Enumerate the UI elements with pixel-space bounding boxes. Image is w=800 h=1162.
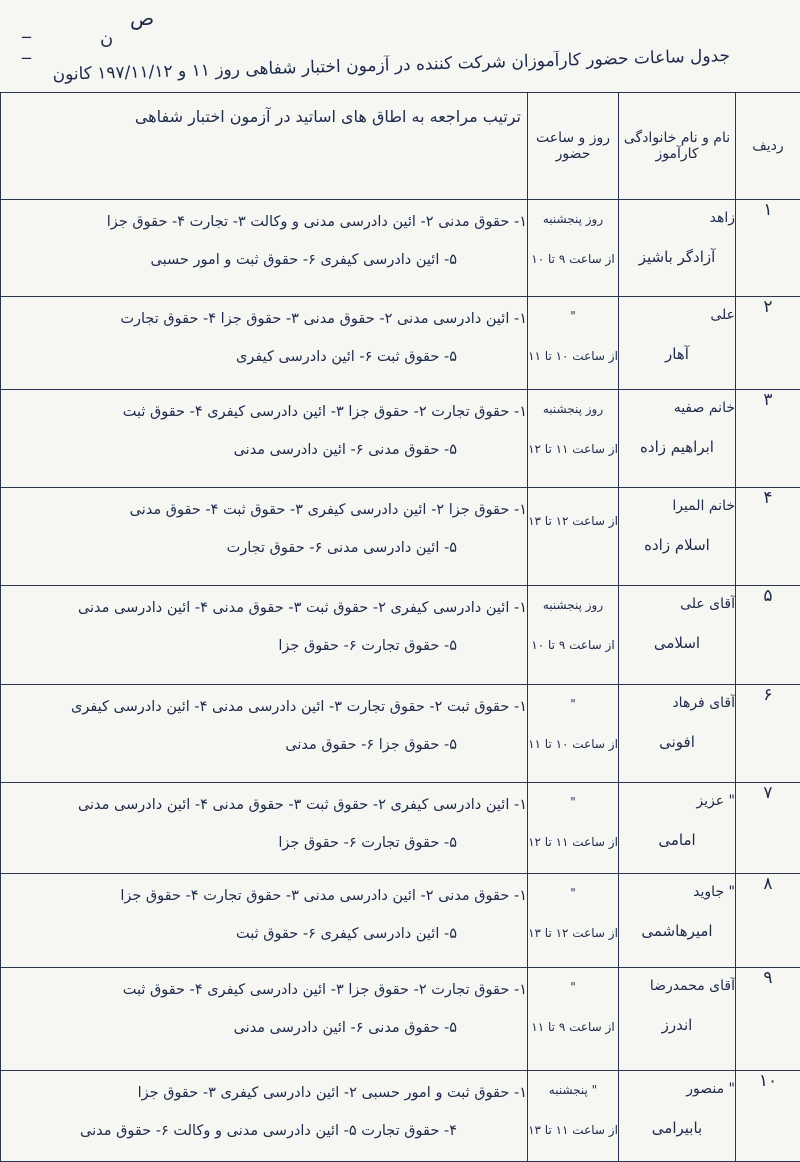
trainee-last-name: آزادگر باشیز bbox=[619, 248, 735, 266]
attendance-time bbox=[528, 783, 619, 874]
attendance-hours: از ساعت ۹ تا ۱۰ bbox=[528, 252, 618, 266]
table-row bbox=[1, 968, 800, 1071]
attendance-time bbox=[528, 685, 619, 783]
course-order-line1: ۱- حقوق مدنی ۲- آئین دادرسی مدنی و وکالت ۳- تجارت ۴- حقوق جزا bbox=[1, 214, 527, 230]
trainee-last-name: اندرز bbox=[619, 1016, 735, 1034]
course-order-line1: ۱- آئین دادرسی کیفری ۲- حقوق ثبت ۳- حقوق مدنی ۴- آئین دادرسی مدنی bbox=[1, 797, 527, 813]
course-order-line2: ۵- حقوق مدنی ۶- آئین دادرسی مدنی bbox=[1, 442, 527, 458]
trainee-first-name: علی bbox=[619, 307, 735, 323]
attendance-hours: از ساعت ۱۲ تا ۱۳ bbox=[528, 514, 618, 528]
attendance-time bbox=[528, 1071, 619, 1162]
course-order-line2: ۵- حقوق تجارت ۶- حقوق جزا bbox=[1, 638, 527, 654]
attendance-day: " bbox=[528, 795, 618, 809]
course-order bbox=[1, 200, 528, 297]
course-order bbox=[1, 1071, 528, 1162]
attendance-day: روز پنجشنبه bbox=[528, 402, 618, 416]
course-order-line2: ۵- حقوق ثبت ۶- آئین دادرسی کیفری bbox=[1, 349, 527, 365]
course-order bbox=[1, 586, 528, 685]
attendance-day: " bbox=[528, 886, 618, 900]
course-order-line1: ۱- حقوق تجارت ۲- حقوق جزا ۳- آئین دادرسی کیفری ۴- حقوق ثبت bbox=[1, 982, 527, 998]
row-number: ۱۰ bbox=[736, 1071, 800, 1162]
attendance-time bbox=[528, 968, 619, 1071]
row-number: ۴ bbox=[736, 488, 800, 586]
table-row bbox=[1, 200, 800, 297]
course-order-line1: ۱- آئین دادرسی مدنی ۲- حقوق مدنی ۳- حقوق جزا ۴- حقوق تجارت bbox=[1, 311, 527, 327]
attendance-hours: از ساعت ۱۰ تا ۱۱ bbox=[528, 737, 618, 751]
attendance-time bbox=[528, 488, 619, 586]
course-order-line1: ۱- حقوق ثبت و امور حسبی ۲- آئین دادرسی کیفری ۳- حقوق جزا bbox=[1, 1085, 527, 1101]
trainee-name bbox=[619, 783, 736, 874]
trainee-name bbox=[619, 586, 736, 685]
header-row-number: ردیف bbox=[736, 93, 800, 200]
attendance-hours: از ساعت ۹ تا ۱۱ bbox=[528, 1020, 618, 1034]
row-number: ۸ bbox=[736, 874, 800, 968]
trainee-first-name: خانم المیرا bbox=[619, 498, 735, 514]
table-row bbox=[1, 297, 800, 390]
trainee-last-name: اسلام زاده bbox=[619, 536, 735, 554]
attendance-day: روز پنجشنبه bbox=[528, 212, 618, 226]
trainee-last-name: امیرهاشمی bbox=[619, 922, 735, 940]
attendance-day: " bbox=[528, 697, 618, 711]
trainee-name bbox=[619, 685, 736, 783]
header-name: نام و نام خانوادگی کارآموز bbox=[619, 93, 736, 200]
course-order-line1: ۱- حقوق جزا ۲- آئین دادرسی کیفری ۳- حقوق ثبت ۴- حقوق مدنی bbox=[1, 502, 527, 518]
row-number: ۹ bbox=[736, 968, 800, 1071]
row-number: ۲ bbox=[736, 297, 800, 390]
attendance-hours: از ساعت ۹ تا ۱۰ bbox=[528, 638, 618, 652]
course-order-line1: ۱- آئین دادرسی کیفری ۲- حقوق ثبت ۳- حقوق مدنی ۴- آئین دادرسی مدنی bbox=[1, 600, 527, 616]
course-order-line2: ۴- حقوق تجارت ۵- آئین دادرسی مدنی و وکالت ۶- حقوق مدنی bbox=[1, 1123, 527, 1139]
trainee-name bbox=[619, 390, 736, 488]
attendance-hours: از ساعت ۱۰ تا ۱۱ bbox=[528, 349, 618, 363]
attendance-time bbox=[528, 297, 619, 390]
course-order bbox=[1, 390, 528, 488]
table-row bbox=[1, 488, 800, 586]
course-order bbox=[1, 488, 528, 586]
course-order bbox=[1, 685, 528, 783]
attendance-hours: از ساعت ۱۱ تا ۱۲ bbox=[528, 442, 618, 456]
attendance-hours: از ساعت ۱۱ تا ۱۳ bbox=[528, 1123, 618, 1137]
trainee-first-name: " جاوید bbox=[619, 884, 735, 900]
course-order-line1: ۱- حقوق ثبت ۲- حقوق تجارت ۳- آئین دادرسی مدنی ۴- آئین دادرسی کیفری bbox=[1, 699, 527, 715]
trainee-name bbox=[619, 874, 736, 968]
row-number: ۵ bbox=[736, 586, 800, 685]
row-number: ۱ bbox=[736, 200, 800, 297]
trainee-last-name: آهار bbox=[619, 345, 735, 363]
course-order-line2: ۵- آئین دادرسی کیفری ۶- حقوق ثبت bbox=[1, 926, 527, 942]
trainee-name bbox=[619, 488, 736, 586]
table-row bbox=[1, 783, 800, 874]
trainee-name bbox=[619, 297, 736, 390]
course-order-line2: ۵- آئین دادرسی مدنی ۶- حقوق تجارت bbox=[1, 540, 527, 556]
course-order bbox=[1, 783, 528, 874]
corner-dashes: _ _ bbox=[22, 18, 33, 60]
attendance-day: " bbox=[528, 980, 618, 994]
trainee-last-name: افونی bbox=[619, 733, 735, 751]
trainee-name bbox=[619, 200, 736, 297]
trainee-last-name: بابیرامی bbox=[619, 1119, 735, 1137]
course-order-line2: ۵- حقوق تجارت ۶- حقوق جزا bbox=[1, 835, 527, 851]
trainee-first-name: " منصور bbox=[619, 1081, 735, 1097]
table-row bbox=[1, 586, 800, 685]
trainee-first-name: آقای محمدرضا bbox=[619, 978, 735, 994]
schedule-table bbox=[0, 92, 800, 1162]
trainee-first-name: " عزیز bbox=[619, 793, 735, 809]
row-number: ۶ bbox=[736, 685, 800, 783]
attendance-time bbox=[528, 874, 619, 968]
attendance-time bbox=[528, 586, 619, 685]
row-number: ۷ bbox=[736, 783, 800, 874]
corner-letter: ن bbox=[100, 28, 113, 49]
course-order-line2: ۵- حقوق مدنی ۶- آئین دادرسی مدنی bbox=[1, 1020, 527, 1036]
course-order bbox=[1, 874, 528, 968]
table-row bbox=[1, 390, 800, 488]
course-order-line2: ۵- حقوق جزا ۶- حقوق مدنی bbox=[1, 737, 527, 753]
trainee-first-name: آقای فرهاد bbox=[619, 695, 735, 711]
header-courses bbox=[1, 93, 528, 200]
attendance-hours: از ساعت ۱۲ تا ۱۳ bbox=[528, 926, 618, 940]
attendance-time bbox=[528, 200, 619, 297]
attendance-day: روز پنجشنبه bbox=[528, 598, 618, 612]
trainee-name bbox=[619, 1071, 736, 1162]
table-row bbox=[1, 874, 800, 968]
trainee-first-name: زاهد bbox=[619, 210, 735, 226]
row-number: ۳ bbox=[736, 390, 800, 488]
trainee-first-name: خانم صفیه bbox=[619, 400, 735, 416]
trainee-first-name: آقای علی bbox=[619, 596, 735, 612]
course-order-line1: ۱- حقوق مدنی ۲- آئین دادرسی مدنی ۳- حقوق تجارت ۴- حقوق جزا bbox=[1, 888, 527, 904]
trainee-last-name: اسلامی bbox=[619, 634, 735, 652]
attendance-hours: از ساعت ۱۱ تا ۱۲ bbox=[528, 835, 618, 849]
attendance-time bbox=[528, 390, 619, 488]
table-row bbox=[1, 685, 800, 783]
course-order bbox=[1, 968, 528, 1071]
trainee-name bbox=[619, 968, 736, 1071]
course-order bbox=[1, 297, 528, 390]
course-order-line1: ۱- حقوق تجارت ۲- حقوق جزا ۳- آئین دادرسی کیفری ۴- حقوق ثبت bbox=[1, 404, 527, 420]
attendance-day: " bbox=[528, 309, 618, 323]
table-row bbox=[1, 1071, 800, 1162]
header-courses-line1: ترتیب مراجعه به اطاق های اساتید در آزمون اختبار شفاهی bbox=[1, 107, 527, 126]
corner-mark: ص bbox=[130, 6, 154, 30]
trainee-last-name: امامی bbox=[619, 831, 735, 849]
header-row bbox=[1, 93, 800, 200]
document-title: جدول ساعات حضور کارآموزان شرکت کننده در آزمون اختبار شفاهی روز ۱۱ و ۱۹۷/۱۱/۱۲ کانون bbox=[40, 46, 730, 85]
course-order-line2: ۵- آئین دادرسی کیفری ۶- حقوق ثبت و امور حسبی bbox=[1, 252, 527, 268]
header-time: روز و ساعت حضور bbox=[528, 93, 619, 200]
trainee-last-name: ابراهیم زاده bbox=[619, 438, 735, 456]
attendance-day: " پنجشنبه bbox=[528, 1083, 618, 1097]
